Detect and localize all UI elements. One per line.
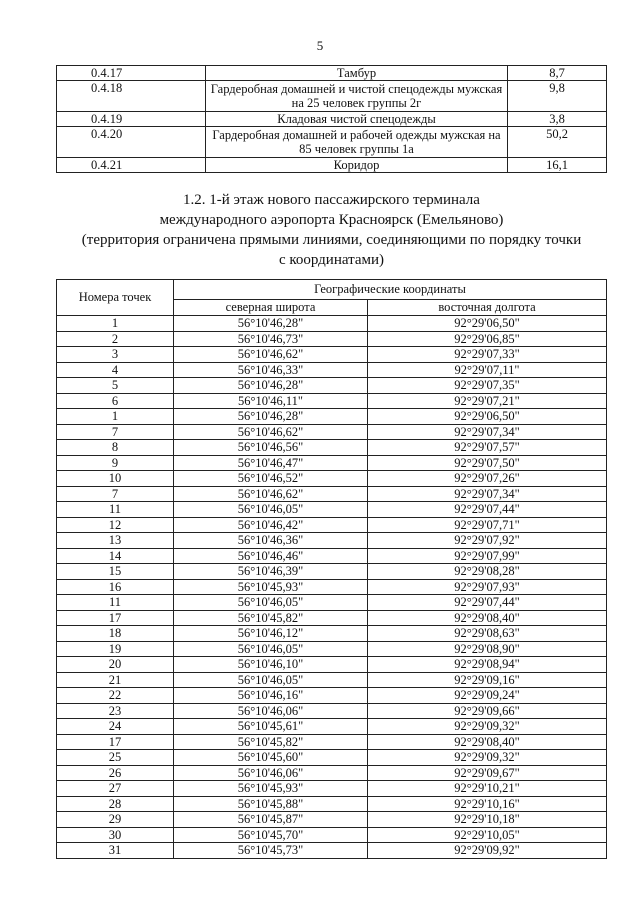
point-number: 11 (57, 502, 174, 518)
latitude-value: 56°10'46,05" (174, 595, 368, 611)
point-number: 25 (57, 750, 174, 766)
table-row (57, 331, 607, 347)
longitude-value: 92°29'06,85" (368, 331, 607, 347)
longitude-value: 92°29'09,32" (368, 719, 607, 735)
longitude-value: 92°29'07,34" (368, 486, 607, 502)
point-number: 18 (57, 626, 174, 642)
point-number: 6 (57, 393, 174, 409)
longitude-value: 92°29'07,11" (368, 362, 607, 378)
table-row (57, 657, 607, 673)
table-row (57, 486, 607, 502)
table-row (57, 626, 607, 642)
point-number: 23 (57, 703, 174, 719)
longitude-value: 92°29'07,92" (368, 533, 607, 549)
room-area: 16,1 (508, 158, 607, 173)
coordinates-table (56, 279, 607, 859)
point-number: 15 (57, 564, 174, 580)
point-number: 11 (57, 595, 174, 611)
longitude-value: 92°29'07,99" (368, 548, 607, 564)
table-row (57, 347, 607, 363)
longitude-value: 92°29'10,18" (368, 812, 607, 828)
table-row (57, 533, 607, 549)
longitude-value: 92°29'08,40" (368, 734, 607, 750)
table-row (57, 455, 607, 471)
longitude-column-header: восточная долгота (368, 300, 607, 316)
longitude-value: 92°29'09,32" (368, 750, 607, 766)
longitude-value: 92°29'07,71" (368, 517, 607, 533)
latitude-value: 56°10'46,42" (174, 517, 368, 533)
longitude-value: 92°29'07,34" (368, 424, 607, 440)
page-number: 5 (316, 38, 324, 53)
point-number: 4 (57, 362, 174, 378)
table-row (57, 393, 607, 409)
longitude-value: 92°29'06,50" (368, 409, 607, 425)
table-row (57, 517, 607, 533)
table-row (57, 81, 607, 112)
latitude-value: 56°10'46,47" (174, 455, 368, 471)
table-row (57, 672, 607, 688)
latitude-value: 56°10'46,28" (174, 316, 368, 332)
longitude-value: 92°29'06,50" (368, 316, 607, 332)
latitude-column-header: северная широта (174, 300, 368, 316)
table-row (57, 765, 607, 781)
table-row (57, 827, 607, 843)
latitude-value: 56°10'45,60" (174, 750, 368, 766)
room-name: Тамбур (206, 66, 508, 81)
latitude-value: 56°10'46,16" (174, 688, 368, 704)
table-row (57, 66, 607, 81)
latitude-value: 56°10'45,93" (174, 781, 368, 797)
longitude-value: 92°29'07,50" (368, 455, 607, 471)
latitude-value: 56°10'46,46" (174, 548, 368, 564)
longitude-value: 92°29'09,66" (368, 703, 607, 719)
latitude-value: 56°10'46,36" (174, 533, 368, 549)
latitude-value: 56°10'46,73" (174, 331, 368, 347)
longitude-value: 92°29'09,92" (368, 843, 607, 859)
longitude-value: 92°29'07,26" (368, 471, 607, 487)
point-number: 14 (57, 548, 174, 564)
section-heading (56, 190, 607, 270)
latitude-value: 56°10'45,87" (174, 812, 368, 828)
table-row (57, 409, 607, 425)
latitude-value: 56°10'45,82" (174, 734, 368, 750)
point-number: 12 (57, 517, 174, 533)
latitude-value: 56°10'46,52" (174, 471, 368, 487)
longitude-value: 92°29'07,35" (368, 378, 607, 394)
table-row (57, 440, 607, 456)
point-number: 9 (57, 455, 174, 471)
table-row (57, 378, 607, 394)
longitude-value: 92°29'07,44" (368, 502, 607, 518)
rooms-table (56, 65, 607, 173)
room-number: 0.4.19 (57, 112, 206, 127)
table-row (57, 812, 607, 828)
latitude-value: 56°10'46,39" (174, 564, 368, 580)
room-name: Кладовая чистой спецодежды (206, 112, 508, 127)
latitude-value: 56°10'45,82" (174, 610, 368, 626)
longitude-value: 92°29'07,93" (368, 579, 607, 595)
longitude-value: 92°29'08,28" (368, 564, 607, 580)
table-row (57, 796, 607, 812)
point-number: 22 (57, 688, 174, 704)
point-number: 7 (57, 486, 174, 502)
point-number: 17 (57, 610, 174, 626)
table-row (57, 688, 607, 704)
longitude-value: 92°29'07,33" (368, 347, 607, 363)
longitude-value: 92°29'08,63" (368, 626, 607, 642)
point-number: 7 (57, 424, 174, 440)
table-row (57, 843, 607, 859)
section-heading-line: с координатами) (278, 252, 385, 268)
longitude-value: 92°29'09,24" (368, 688, 607, 704)
point-number: 29 (57, 812, 174, 828)
latitude-value: 56°10'45,70" (174, 827, 368, 843)
room-name: Гардеробная домашней и рабочей одежды мужская на 85 человек группы 1а (206, 127, 508, 158)
latitude-value: 56°10'45,61" (174, 719, 368, 735)
table-row (57, 362, 607, 378)
longitude-value: 92°29'08,90" (368, 641, 607, 657)
latitude-value: 56°10'46,11" (174, 393, 368, 409)
latitude-value: 56°10'46,10" (174, 657, 368, 673)
longitude-value: 92°29'08,40" (368, 610, 607, 626)
section-heading-line: международного аэропорта Красноярск (Емельяново) (159, 212, 504, 228)
room-number: 0.4.17 (57, 66, 206, 81)
latitude-value: 56°10'46,33" (174, 362, 368, 378)
section-heading-line: 1.2. 1-й этаж нового пассажирского терминала (183, 192, 480, 208)
longitude-value: 92°29'09,67" (368, 765, 607, 781)
longitude-value: 92°29'07,21" (368, 393, 607, 409)
latitude-value: 56°10'45,88" (174, 796, 368, 812)
point-number: 28 (57, 796, 174, 812)
table-row (57, 719, 607, 735)
room-area: 3,8 (508, 112, 607, 127)
longitude-value: 92°29'10,16" (368, 796, 607, 812)
latitude-value: 56°10'46,62" (174, 424, 368, 440)
room-area: 8,7 (508, 66, 607, 81)
point-number: 13 (57, 533, 174, 549)
longitude-value: 92°29'07,44" (368, 595, 607, 611)
section-heading-line: (территория ограничена прямыми линиями, соединяющими по порядку точки (81, 232, 582, 248)
point-number: 27 (57, 781, 174, 797)
latitude-value: 56°10'46,05" (174, 502, 368, 518)
room-area: 9,8 (508, 81, 607, 112)
latitude-value: 56°10'46,05" (174, 672, 368, 688)
room-name: Гардеробная домашней и чистой спецодежды мужская на 25 человек группы 2г (206, 81, 508, 112)
point-number: 26 (57, 765, 174, 781)
coordinates-body (57, 316, 607, 859)
point-number: 1 (57, 316, 174, 332)
point-number: 20 (57, 657, 174, 673)
point-number: 5 (57, 378, 174, 394)
room-number: 0.4.18 (57, 81, 206, 112)
latitude-value: 56°10'45,73" (174, 843, 368, 859)
longitude-value: 92°29'09,16" (368, 672, 607, 688)
latitude-value: 56°10'46,12" (174, 626, 368, 642)
table-row (57, 127, 607, 158)
point-number: 17 (57, 734, 174, 750)
table-row (57, 316, 607, 332)
table-row (57, 112, 607, 127)
table-row (57, 750, 607, 766)
point-number: 24 (57, 719, 174, 735)
coordinates-group-header: Географические координаты (174, 280, 607, 300)
point-number: 30 (57, 827, 174, 843)
latitude-value: 56°10'46,28" (174, 378, 368, 394)
point-number: 31 (57, 843, 174, 859)
table-row (57, 471, 607, 487)
point-number: 10 (57, 471, 174, 487)
table-row (57, 564, 607, 580)
point-number: 16 (57, 579, 174, 595)
table-row (57, 781, 607, 797)
point-number: 2 (57, 331, 174, 347)
latitude-value: 56°10'46,05" (174, 641, 368, 657)
longitude-value: 92°29'07,57" (368, 440, 607, 456)
longitude-value: 92°29'10,21" (368, 781, 607, 797)
room-name: Коридор (206, 158, 508, 173)
latitude-value: 56°10'45,93" (174, 579, 368, 595)
table-row (57, 734, 607, 750)
latitude-value: 56°10'46,06" (174, 703, 368, 719)
point-number: 8 (57, 440, 174, 456)
table-row (57, 595, 607, 611)
longitude-value: 92°29'08,94" (368, 657, 607, 673)
latitude-value: 56°10'46,62" (174, 347, 368, 363)
point-number: 3 (57, 347, 174, 363)
latitude-value: 56°10'46,62" (174, 486, 368, 502)
table-row (57, 641, 607, 657)
table-row (57, 610, 607, 626)
latitude-value: 56°10'46,56" (174, 440, 368, 456)
latitude-value: 56°10'46,28" (174, 409, 368, 425)
point-number: 1 (57, 409, 174, 425)
table-row (57, 424, 607, 440)
table-row (57, 158, 607, 173)
room-area: 50,2 (508, 127, 607, 158)
table-row (57, 548, 607, 564)
table-row (57, 502, 607, 518)
table-row (57, 579, 607, 595)
room-number: 0.4.21 (57, 158, 206, 173)
table-row (57, 703, 607, 719)
point-number: 19 (57, 641, 174, 657)
longitude-value: 92°29'10,05" (368, 827, 607, 843)
point-number: 21 (57, 672, 174, 688)
points-column-header: Номера точек (57, 280, 174, 316)
room-number: 0.4.20 (57, 127, 206, 158)
latitude-value: 56°10'46,06" (174, 765, 368, 781)
